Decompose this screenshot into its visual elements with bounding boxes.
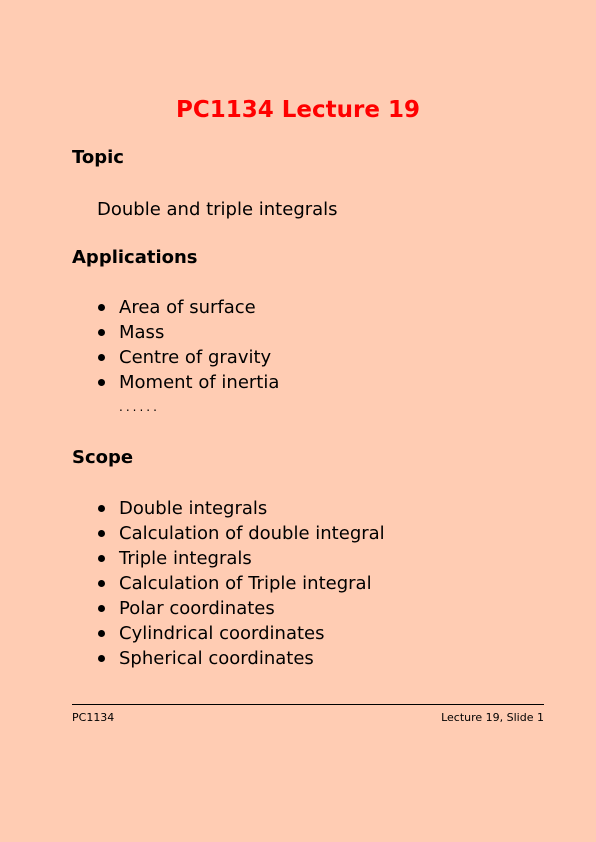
bullet-icon	[98, 605, 105, 612]
applications-heading: Applications	[72, 247, 198, 268]
list-item-label: Moment of inertia	[119, 372, 280, 393]
list-item-label: Triple integrals	[119, 548, 252, 569]
list-item-label: Spherical coordinates	[119, 648, 314, 669]
list-item	[97, 646, 385, 671]
footer-divider	[72, 704, 544, 705]
list-item	[97, 521, 385, 546]
bullet-icon	[98, 655, 105, 662]
scope-list	[97, 496, 385, 671]
list-item	[97, 345, 279, 370]
list-item	[97, 295, 279, 320]
bullet-icon	[98, 379, 105, 386]
bullet-icon	[98, 580, 105, 587]
bullet-icon	[98, 505, 105, 512]
bullet-icon	[98, 329, 105, 336]
bullet-icon	[98, 530, 105, 537]
list-item	[97, 370, 279, 395]
list-item	[97, 621, 385, 646]
bullet-icon	[98, 555, 105, 562]
list-item	[97, 496, 385, 521]
bullet-icon	[98, 354, 105, 361]
list-item-label: Centre of gravity	[119, 347, 272, 368]
topic-heading: Topic	[72, 147, 124, 168]
list-item	[97, 596, 385, 621]
applications-list	[97, 295, 279, 395]
list-item-label: Calculation of Triple integral	[119, 573, 372, 594]
list-item-label: Mass	[119, 322, 165, 343]
slide-title: PC1134 Lecture 19	[176, 97, 420, 123]
scope-heading: Scope	[72, 447, 134, 468]
applications-ellipsis: ......	[119, 400, 160, 414]
list-item	[97, 546, 385, 571]
footer-course-code: PC1134	[72, 711, 115, 724]
list-item	[97, 571, 385, 596]
bullet-icon	[98, 630, 105, 637]
list-item-label: Cylindrical coordinates	[119, 623, 325, 644]
list-item	[97, 320, 279, 345]
bullet-icon	[98, 304, 105, 311]
list-item-label: Double integrals	[119, 498, 268, 519]
list-item-label: Calculation of double integral	[119, 523, 385, 544]
list-item-label: Area of surface	[119, 297, 256, 318]
footer-slide-number: Lecture 19, Slide 1	[441, 711, 544, 724]
list-item-label: Polar coordinates	[119, 598, 275, 619]
topic-text: Double and triple integrals	[97, 199, 338, 220]
